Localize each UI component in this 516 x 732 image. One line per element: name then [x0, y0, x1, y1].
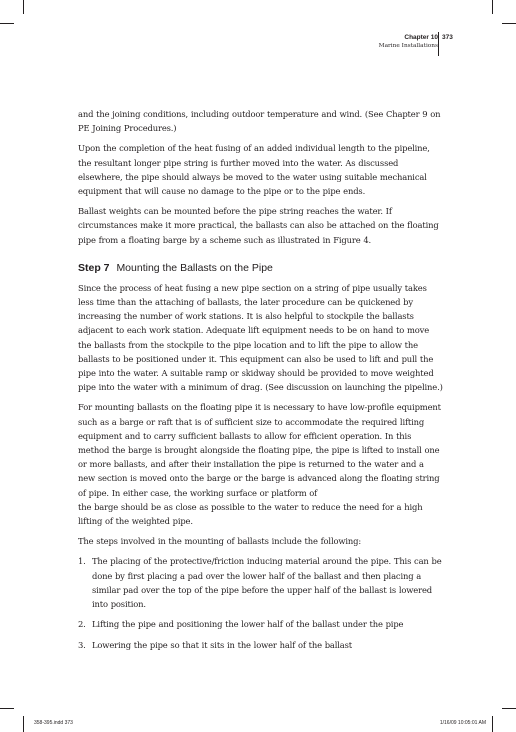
crop-mark-top-left: [23, 0, 24, 14]
paragraph: The steps involved in the mounting of ballasts include the following:: [78, 536, 362, 547]
print-timestamp: 1/16/09 10:05:01 AM: [439, 720, 486, 726]
step-label: Step 7: [78, 261, 110, 274]
crop-mark-bottom-right-h: [502, 708, 516, 709]
step-title: Mounting the Ballasts on the Pipe: [116, 261, 273, 274]
list-item-text: Lifting the pipe and positioning the lower half of the ballast under the pipe: [92, 619, 404, 630]
section-label: Marine Installations: [378, 43, 438, 49]
crop-mark-bottom-right: [492, 716, 493, 732]
page-number: 373: [442, 34, 453, 41]
list-item: [78, 638, 443, 652]
list-item-text: The placing of the protective/friction inducing material around the pipe. This can be done by first placing a pad over the lower half of the ballast and then placing a similar pad over the top of the pipe before the upper half of the ballast is lowered into position.: [92, 556, 442, 610]
paragraph: and the joining conditions, including outdoor temperature and wind. (See Chapter 9 on PE Joining Procedures.): [78, 109, 441, 134]
steps-list: [78, 554, 443, 651]
crop-mark-top-right-h: [502, 23, 516, 24]
crop-mark-bottom-left: [23, 716, 24, 732]
running-header: [379, 33, 438, 51]
chapter-label: Chapter 10: [404, 34, 438, 41]
crop-mark-top-left-h: [0, 23, 14, 24]
paragraph: Since the process of heat fusing a new pipe section on a string of pipe usually takes less time than the attaching of ballasts, the later procedure can be quickened by increasing the number of work stations. It is also helpful to stockpile the ballasts adjacent to each work station. Adequate lift equipment needs to be on hand to move the ballasts from the stockpile to the pipe location and to lift the pipe to allow the ballasts to be positioned under it. This equipment can also be used to lift and pull the pipe into the water. A suitable ramp or skidway should be provided to move weighted pipe into the water with a minimum of drag. (See discussion on launching the pipeline.): [78, 282, 443, 393]
list-item-number: 1.: [78, 556, 86, 567]
paragraph: For mounting ballasts on the floating pipe it is necessary to have low-profile equipment such as a barge or raft that is of sufficient size to accommodate the required lifting equipment and to carry sufficient ballasts to allow for efficient operation. In this method the barge is brought alongside the floating pipe, the pipe is lifted to install one or more ballasts, and after their installation the pipe is returned to the water and a new section is moved onto the barge or the barge is advanced along the floating string of pipe. In either case, the working surface or platform of: [78, 402, 441, 498]
file-slug: 358-395.indd 373: [34, 720, 73, 726]
paragraph: the barge should be as close as possible to the water to reduce the need for a high lifting of the weighted pipe.: [78, 501, 423, 527]
crop-mark-top-right: [492, 0, 493, 14]
list-item: [78, 554, 443, 611]
list-item: [78, 617, 443, 631]
crop-mark-bottom-left-h: [0, 708, 14, 709]
paragraph: Upon the completion of the heat fusing of an added individual length to the pipeline, the resultant longer pipe string is further moved into the water. As discussed elsewhere, the pipe should always be moved to the water using suitable mechanical equipment that will cause no damage to the pipe or to the pipe ends.: [78, 143, 430, 197]
list-item-text: Lowering the pipe so that it sits in the lower half of the ballast: [92, 639, 353, 650]
step-heading: [78, 261, 443, 275]
header-divider: [438, 32, 439, 56]
list-item-number: 3.: [78, 639, 86, 650]
page-body: [78, 107, 443, 658]
paragraph: Ballast weights can be mounted before the pipe string reaches the water. If circumstances make it more practical, the ballasts can also be attached on the floating pipe from a floating barge by a scheme such as illustrated in Figure 4.: [78, 206, 439, 245]
list-item-number: 2.: [78, 619, 86, 630]
